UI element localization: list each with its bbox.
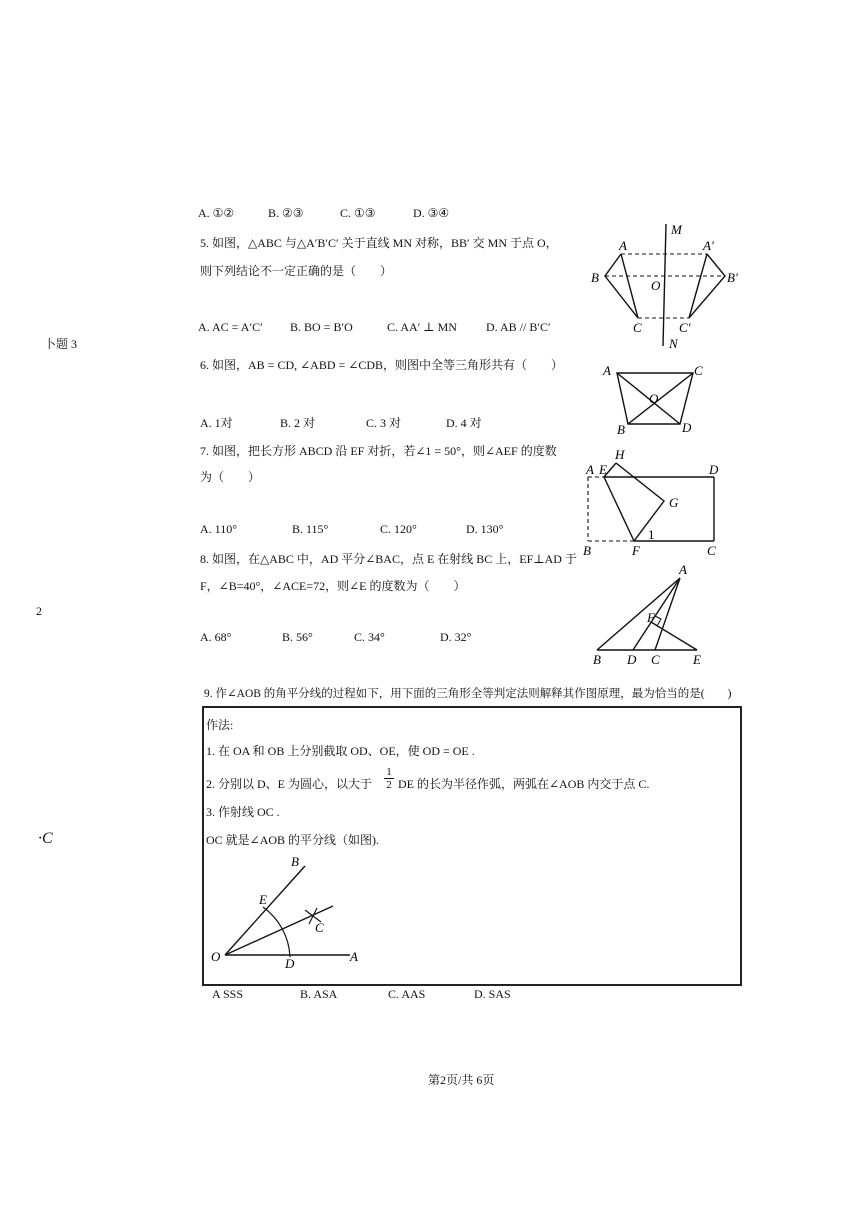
q8-label-c: C <box>651 652 660 667</box>
q9-label-e: E <box>259 892 267 907</box>
q7-option-b: B. 115° <box>292 522 329 536</box>
q5-label-c2: C′ <box>679 320 691 335</box>
q5-label-c: C <box>633 320 642 335</box>
q9-option-d: D. SAS <box>474 987 511 1001</box>
q9-label-b: B <box>291 854 299 869</box>
q7-label-c: C <box>707 543 716 558</box>
q9-option-a: A SSS <box>212 987 244 1001</box>
margin-mark-3: ·C <box>38 830 53 847</box>
q9-step2-part1: 2. 分别以 D、E 为圆心，以大于 <box>206 777 372 791</box>
margin-mark-1: 卜题 3 <box>44 337 78 351</box>
q7-option-c: C. 120° <box>380 522 417 536</box>
q8-figure <box>585 560 715 670</box>
q6-label-d: D <box>682 420 692 435</box>
q5-label-n: N <box>669 336 678 350</box>
q5-stem-line1: 5. 如图，△ABC 与△A′B′C′ 关于直线 MN 对称，BB′ 交 MN 于点 O， <box>200 236 558 250</box>
q9-step1: 1. 在 OA 和 OB 上分别截取 OD、OE，使 OD = OE . <box>206 744 475 758</box>
q8-option-c: C. 34° <box>354 630 385 644</box>
page-footer: 第2页/共 6页 <box>428 1073 495 1087</box>
q6-option-c: C. 3 对 <box>366 416 402 430</box>
q5-label-a: A <box>619 238 627 253</box>
q5-line-mn <box>663 224 666 346</box>
q9-figure <box>205 850 375 975</box>
q6-label-c: C <box>694 363 703 378</box>
q8-option-b: B. 56° <box>282 630 313 644</box>
q8-label-f: F <box>647 610 655 625</box>
q9-step3: 3. 作射线 OC . <box>206 805 280 819</box>
q9-option-b: B. ASA <box>300 987 338 1001</box>
q6-option-b: B. 2 对 <box>280 416 316 430</box>
q9-label-c: C <box>315 920 324 935</box>
q9-method-heading: 作法: <box>206 718 234 732</box>
q7-option-d: D. 130° <box>466 522 504 536</box>
q4-option-a: A. ①② <box>198 206 235 220</box>
q7-label-angle1: 1 <box>648 527 655 542</box>
q5-option-c: C. AA′ ⊥ MN <box>387 320 457 334</box>
q9-option-c: C. AAS <box>388 987 426 1001</box>
q5-option-d: D. AB // B′C′ <box>486 320 551 334</box>
q4-option-d: D. ③④ <box>413 206 450 220</box>
q9-label-d: D <box>285 956 295 971</box>
q5-label-b2: B′ <box>727 270 738 285</box>
margin-mark-2: 2 <box>36 604 42 618</box>
q8-stem-line2: F，∠B=40°，∠ACE=72，则∠E 的度数为（ ） <box>200 579 466 593</box>
q9-step2-part2: DE 的长为半径作弧，两弧在∠AOB 内交于点 C. <box>398 777 650 791</box>
q7-label-d: D <box>709 462 719 477</box>
q8-option-d: D. 32° <box>440 630 472 644</box>
q9-stem-line1: 9. 作∠AOB 的角平分线的过程如下，用下面的三角形全等判定法则解释其作图原理，最为恰当的是( ) <box>204 688 732 700</box>
q5-label-o: O <box>651 278 661 293</box>
q6-option-d: D. 4 对 <box>446 416 482 430</box>
q8-option-a: A. 68° <box>200 630 232 644</box>
q4-option-c: C. ①③ <box>340 206 376 220</box>
q9-fraction-num: 1 <box>386 766 392 778</box>
q7-label-e: E <box>599 462 607 477</box>
q5-figure <box>585 220 745 350</box>
q8-label-e: E <box>693 652 701 667</box>
q7-label-f: F <box>632 543 640 558</box>
q7-label-h: H <box>615 447 625 462</box>
q4-option-b: B. ②③ <box>268 206 304 220</box>
q7-folded-part <box>616 463 664 541</box>
q7-stem-line1: 7. 如图，把长方形 ABCD 沿 EF 对折，若∠1 = 50°，则∠AEF 的度数 <box>200 444 557 458</box>
q7-stem-line2: 为（ ） <box>200 470 261 484</box>
q6-label-o: O <box>649 391 659 406</box>
q5-triangle-left <box>605 254 638 318</box>
q5-label-m: M <box>671 222 682 237</box>
q8-label-d: D <box>627 652 637 667</box>
q9-label-o: O <box>211 949 221 964</box>
q7-figure <box>580 445 730 560</box>
q7-label-g: G <box>669 495 679 510</box>
q6-label-b: B <box>617 422 625 435</box>
q7-label-a: A <box>586 462 594 477</box>
q8-label-b: B <box>593 652 601 667</box>
q7-label-b: B <box>583 543 591 558</box>
q9-ray-ob <box>225 866 305 955</box>
q6-stem-line1: 6. 如图，AB = CD, ∠ABD = ∠CDB，则图中全等三角形共有（ ） <box>200 358 563 372</box>
q8-stem-line1: 8. 如图，在△ABC 中，AD 平分∠BAC，点 E 在射线 BC 上，EF⊥AD 于 <box>200 552 577 566</box>
q5-label-b: B <box>591 270 599 285</box>
q5-triangle-right <box>689 254 725 318</box>
q9-conclusion: OC 就是∠AOB 的平分线（如图). <box>206 833 380 847</box>
q6-option-a: A. 1对 <box>200 416 233 430</box>
q5-option-b: B. BO = B′O <box>290 320 353 334</box>
q9-label-a: A <box>350 949 358 964</box>
q5-option-a: A. AC = A′C′ <box>198 320 263 334</box>
q5-label-a2: A′ <box>703 238 714 253</box>
q6-figure <box>595 360 715 435</box>
q7-fold-ef <box>604 477 634 541</box>
q7-option-a: A. 110° <box>200 522 238 536</box>
q5-stem-line2: 则下列结论不一定正确的是（ ） <box>200 264 393 278</box>
q9-fraction <box>384 766 394 791</box>
q8-label-a: A <box>679 562 687 577</box>
q9-fraction-den: 2 <box>384 778 394 791</box>
q6-label-a: A <box>603 363 611 378</box>
